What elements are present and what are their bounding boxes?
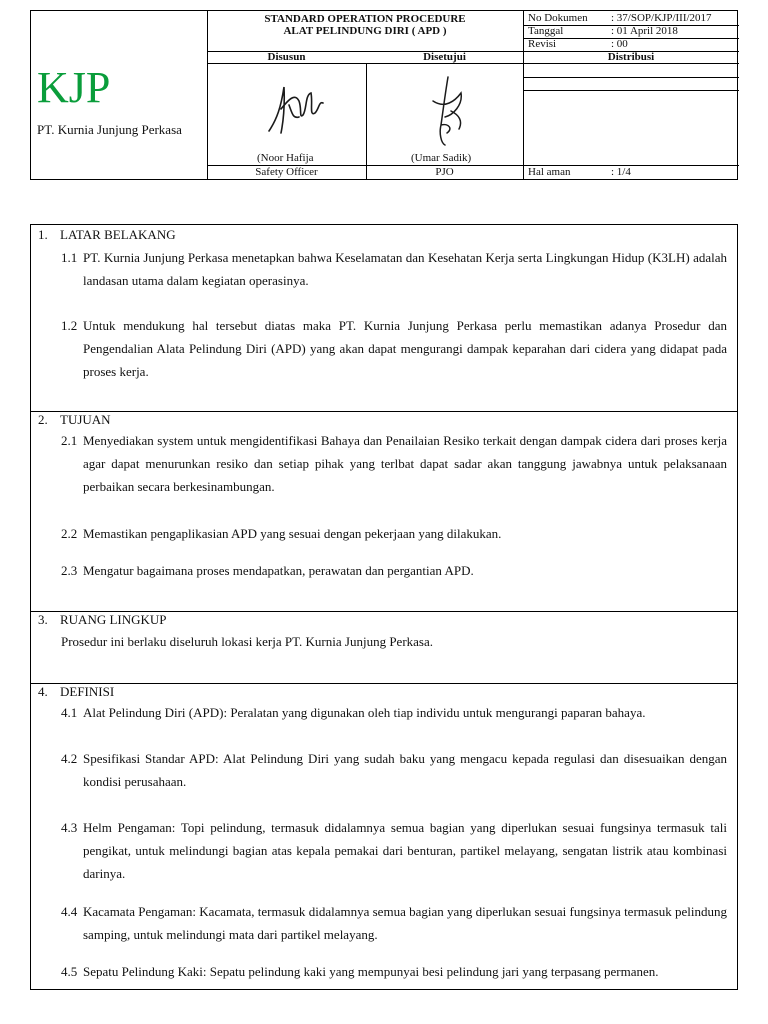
- list-item: [61, 900, 727, 946]
- section-number: 2.: [38, 412, 48, 427]
- header-divider: [366, 63, 367, 179]
- list-item: [61, 747, 727, 793]
- item-number: 4.4: [61, 904, 78, 919]
- list-item: [61, 246, 727, 292]
- item-number: 4.5: [61, 964, 78, 979]
- item-number: 2.2: [61, 526, 78, 541]
- doc-number-label: No Dokumen: [528, 12, 588, 24]
- item-text: Menyediakan system untuk mengidentifikasi Bahaya dan Penailaian Resiko terkait dengan dampak cidera dari proses kerja agar dapat menurunkan resiko dan setiap pihak yang terlbat dapat sadar akan tanggung jawabnya untuk pelaksanaan perbaikan secara berkesinambungan.: [83, 433, 727, 494]
- item-number: 2.3: [61, 563, 78, 578]
- header-divider: [523, 11, 524, 179]
- disusun-name: (Noor Hafija: [257, 152, 314, 164]
- list-item: [61, 314, 727, 383]
- header-divider: [523, 77, 739, 78]
- section-title: RUANG LINGKUP: [60, 612, 167, 627]
- item-number: 2.1: [61, 433, 78, 448]
- section-ruang-lingkup: [31, 611, 737, 684]
- section-heading: [38, 412, 111, 428]
- section-tujuan: [31, 411, 737, 612]
- header-divider: [523, 90, 739, 91]
- list-item: [61, 701, 727, 724]
- revision-label: Revisi: [528, 38, 557, 50]
- section-number: 3.: [38, 612, 48, 627]
- revision-value: : 00: [611, 38, 628, 50]
- section-paragraph: Prosedur ini berlaku diseluruh lokasi kerja PT. Kurnia Junjung Perkasa.: [61, 634, 433, 649]
- disetujui-role: PJO: [435, 166, 454, 178]
- document-title: STANDARD OPERATION PROCEDURE: [264, 13, 466, 25]
- item-text: Kacamata Pengaman: Kacamata, termasuk didalamnya semua bagian yang diperlukan sesuai fungsinya termasuk pelindung samping, untuk melindungi mata dari partikel melayang.: [83, 904, 727, 942]
- disetujui-name: (Umar Sadik): [411, 152, 472, 164]
- doc-number-value: : 37/SOP/KJP/III/2017: [611, 12, 712, 24]
- company-logo: KJP: [37, 63, 111, 112]
- section-title: LATAR BELAKANG: [60, 227, 176, 242]
- section-title: DEFINISI: [60, 684, 115, 699]
- section-heading: [38, 612, 167, 628]
- list-item: [61, 522, 727, 545]
- page-label: Hal aman: [528, 166, 571, 178]
- document-body: [30, 224, 738, 990]
- section-heading: [38, 684, 114, 700]
- item-text: Untuk mendukung hal tersebut diatas maka PT. Kurnia Junjung Perkasa perlu memastikan adanya Prosedur dan Pengendalian Alata Pelindung Diri (APD) yang akan dapat mengurangi dampak keparahan dari cidera yang didapat pada proses kerja.: [83, 318, 727, 379]
- signature-disetujui-icon: [423, 71, 473, 151]
- item-text: Sepatu Pelindung Kaki: Sepatu pelindung kaki yang mempunyai besi pelindung jari yang terpasang permanen.: [83, 964, 659, 979]
- section-number: 4.: [38, 684, 48, 699]
- section-title: TUJUAN: [60, 412, 111, 427]
- disetujui-header: Disetujui: [423, 51, 466, 63]
- date-label: Tanggal: [528, 25, 564, 37]
- date-value: : 01 April 2018: [611, 25, 678, 37]
- item-number: 4.2: [61, 751, 78, 766]
- page-value: : 1/4: [611, 166, 631, 178]
- document-subtitle: ALAT PELINDUNG DIRI ( APD ): [283, 25, 447, 37]
- item-number: 1.1: [61, 250, 78, 265]
- item-text: Spesifikasi Standar APD: Alat Pelindung Diri yang sudah baku yang mengacu kepada regulasi dan disesuaikan dengan kondisi perusahaan.: [83, 751, 727, 789]
- signature-disusun-icon: [259, 73, 329, 143]
- list-item: [61, 429, 727, 498]
- item-text: Mengatur bagaimana proses mendapatkan, perawatan dan pergantian APD.: [83, 563, 474, 578]
- item-text: Alat Pelindung Diri (APD): Peralatan yang digunakan oleh tiap individu untuk mengurangi paparan bahaya.: [83, 705, 646, 720]
- list-item: [61, 960, 727, 983]
- section-definisi: [31, 683, 737, 990]
- distribusi-header: Distribusi: [607, 51, 655, 63]
- section-heading: [38, 227, 176, 243]
- list-item: [61, 559, 727, 582]
- company-name: PT. Kurnia Junjung Perkasa: [37, 122, 182, 137]
- item-number: 4.1: [61, 705, 78, 720]
- disusun-header: Disusun: [267, 51, 306, 63]
- list-item: [61, 816, 727, 885]
- item-text: PT. Kurnia Junjung Perkasa menetapkan bahwa Keselamatan dan Kesehatan Kerja serta Lingkungan Hidup (K3LH) adalah landasan utama dalam kegiatan operasinya.: [83, 250, 727, 288]
- section-number: 1.: [38, 227, 48, 242]
- item-text: Memastikan pengaplikasian APD yang sesuai dengan pekerjaan yang dilakukan.: [83, 526, 502, 541]
- header-divider: [207, 63, 739, 64]
- item-text: Helm Pengaman: Topi pelindung, termasuk didalamnya semua bagian yang diperlukan sesuai fungsinya termasuk tali pengikat, untuk melindungi bagian atas kepala pemakai dari benturan, partikel melayang, sengatan listrik atau kombinasi darinya.: [83, 820, 727, 881]
- item-number: 1.2: [61, 318, 78, 333]
- item-number: 4.3: [61, 820, 78, 835]
- disusun-role: Safety Officer: [255, 166, 318, 178]
- document-header-table: [30, 10, 738, 180]
- section-latar-belakang: [31, 225, 737, 411]
